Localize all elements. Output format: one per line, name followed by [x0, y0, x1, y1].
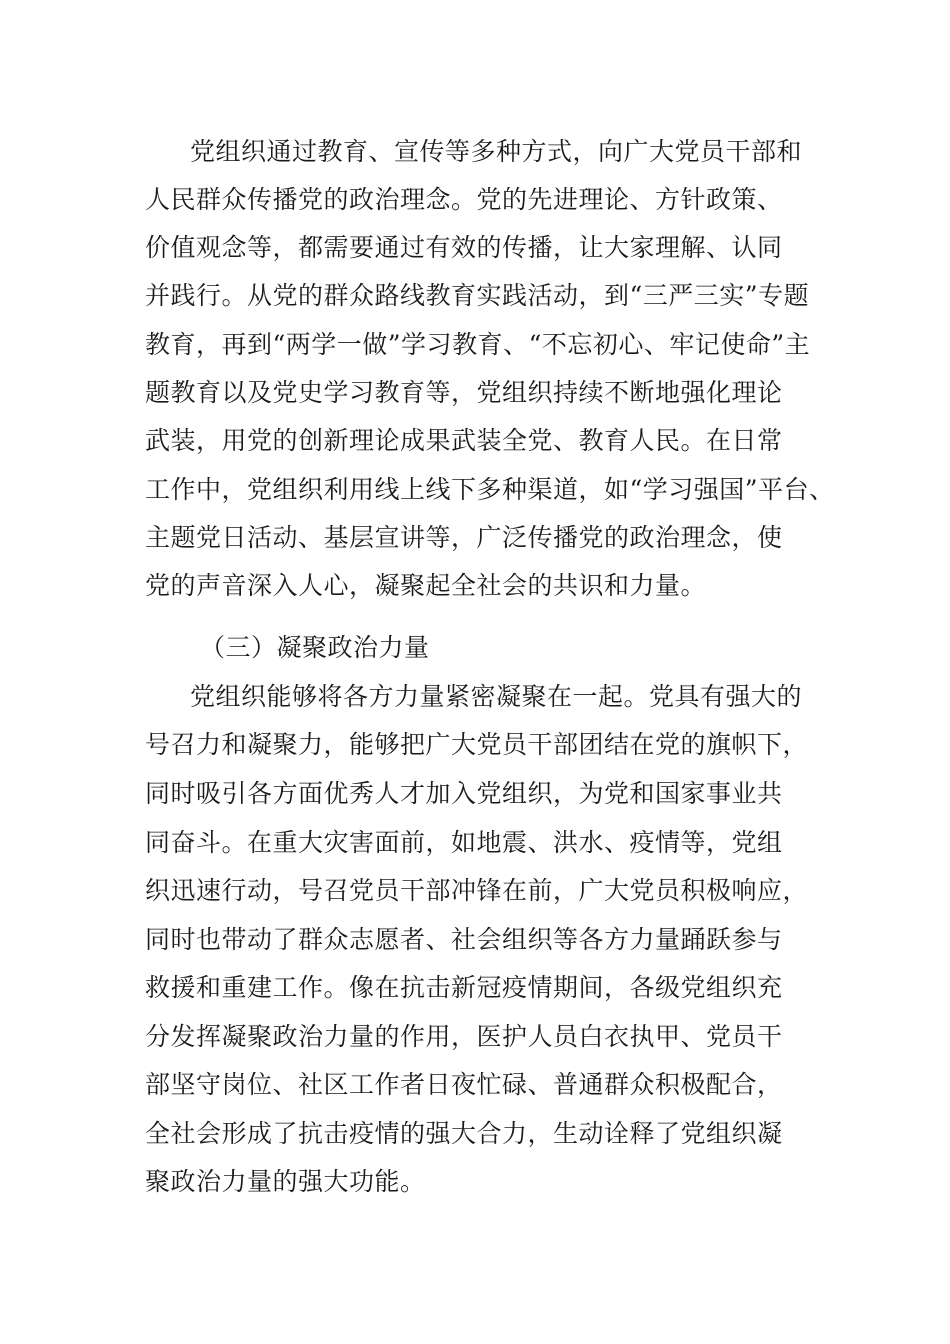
paragraph-2-line-7: 救援和重建工作。像在抗击新冠疫情期间，各级党组织充 — [145, 973, 783, 1002]
paragraph-2-line-2: 号召力和凝聚力，能够把广大党员干部团结在党的旗帜下， — [145, 730, 809, 759]
paragraph-2-line-11: 聚政治力量的强大功能。 — [145, 1167, 426, 1196]
paragraph-2-line-8: 分发挥凝聚政治力量的作用，医护人员白衣执甲、党员干 — [145, 1022, 783, 1051]
paragraph-2-line-4: 同奋斗。在重大灾害面前，如地震、洪水、疫情等，党组 — [145, 828, 783, 857]
paragraph-1-line-4: 并践行。从党的群众路线教育实践活动，到“三严三实”专题 — [145, 281, 810, 310]
paragraph-2-line-5: 织迅速行动，号召党员干部冲锋在前，广大党员积极响应， — [145, 876, 809, 905]
paragraph-1-line-7: 武装，用党的创新理论成果武装全党、教育人民。在日常 — [145, 426, 783, 455]
paragraph-1-line-5: 教育，再到“两学一做”学习教育、“不忘初心、牢记使命”主 — [145, 330, 811, 359]
paragraph-1-line-1: 党组织通过教育、宣传等多种方式，向广大党员干部和 — [190, 137, 803, 166]
paragraph-1-line-2: 人民群众传播党的政治理念。党的先进理论、方针政策、 — [145, 185, 783, 214]
paragraph-1-line-8: 工作中，党组织利用线上线下多种渠道，如“学习强国”平台、 — [145, 475, 835, 504]
paragraph-1-line-6: 题教育以及党史学习教育等，党组织持续不断地强化理论 — [145, 378, 783, 407]
paragraph-1-line-3: 价值观念等，都需要通过有效的传播，让大家理解、认同 — [145, 233, 783, 262]
paragraph-2-line-3: 同时吸引各方面优秀人才加入党组织，为党和国家事业共 — [145, 779, 783, 808]
paragraph-1-line-10: 党的声音深入人心，凝聚起全社会的共识和力量。 — [145, 571, 707, 600]
paragraph-2-line-1: 党组织能够将各方力量紧密凝聚在一起。党具有强大的 — [190, 682, 803, 711]
paragraph-2-line-6: 同时也带动了群众志愿者、社会组织等各方力量踊跃参与 — [145, 925, 783, 954]
section-heading: （三）凝聚政治力量 — [200, 633, 430, 662]
paragraph-2-line-9: 部坚守岗位、社区工作者日夜忙碌、普通群众积极配合， — [145, 1070, 783, 1099]
paragraph-1-line-9: 主题党日活动、基层宣讲等，广泛传播党的政治理念，使 — [145, 523, 783, 552]
paragraph-2-line-10: 全社会形成了抗击疫情的强大合力，生动诠释了党组织凝 — [145, 1119, 783, 1148]
